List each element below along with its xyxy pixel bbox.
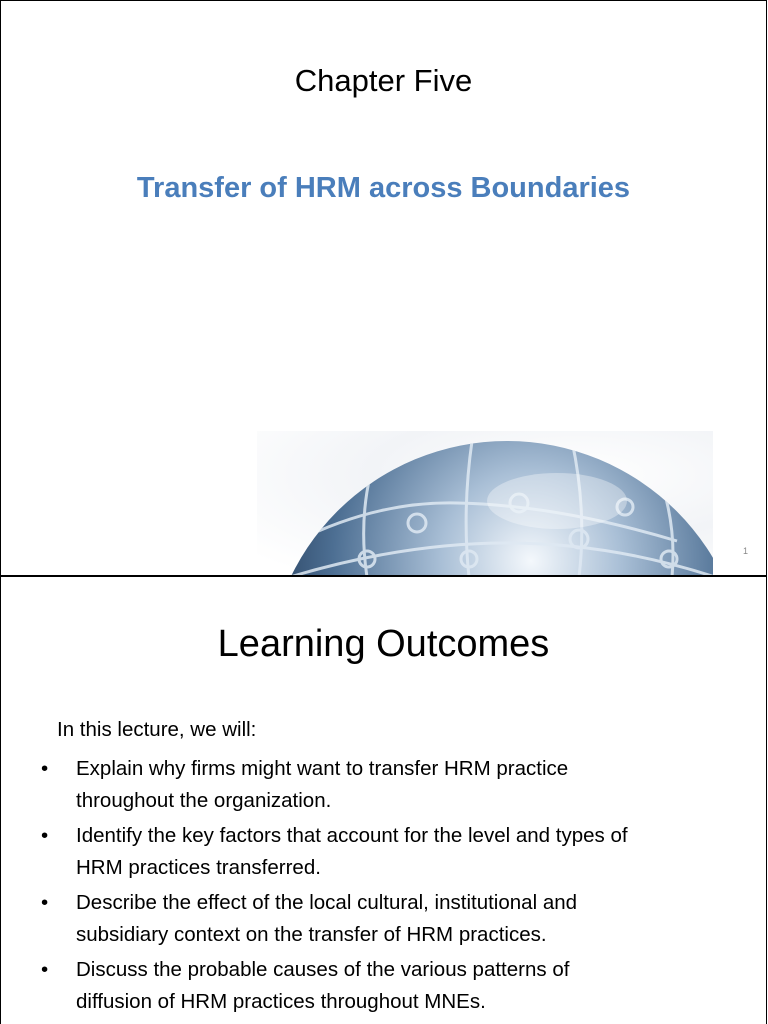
bullet-line: throughout the organization. bbox=[76, 789, 332, 812]
slide-title: Transfer of HRM across Boundaries bbox=[136, 172, 631, 204]
bullet-line: Describe the effect of the local cultural, institutional and bbox=[76, 891, 578, 914]
bullet-line: diffusion of HRM practices throughout MNEs. bbox=[76, 990, 486, 1013]
globe-icon bbox=[257, 431, 713, 577]
list-item bbox=[1, 820, 731, 884]
slide-title: Learning Outcomes bbox=[217, 623, 550, 665]
bullet-icon: • bbox=[41, 824, 49, 847]
chapter-title: Chapter Five bbox=[294, 63, 473, 98]
bullet-icon: • bbox=[41, 958, 49, 981]
bullet-line: HRM practices transferred. bbox=[76, 856, 321, 879]
bullet-icon: • bbox=[41, 891, 49, 914]
slide-2 bbox=[0, 577, 767, 1024]
bullet-line: subsidiary context on the transfer of HRM practices. bbox=[76, 923, 547, 946]
list-item bbox=[1, 887, 731, 951]
bullet-line: Explain why firms might want to transfer HRM practice bbox=[76, 757, 569, 780]
list-item bbox=[1, 753, 731, 817]
bullet-list bbox=[1, 753, 731, 1021]
bullet-line: Discuss the probable causes of the various patterns of bbox=[76, 958, 570, 981]
bullet-icon: • bbox=[41, 757, 49, 780]
intro-text: In this lecture, we will: bbox=[57, 718, 257, 741]
puzzle-globe-image bbox=[257, 431, 713, 577]
bullet-line: Identify the key factors that account for the level and types of bbox=[76, 824, 628, 847]
slide-number: 1 bbox=[742, 546, 748, 556]
list-item bbox=[1, 954, 731, 1018]
